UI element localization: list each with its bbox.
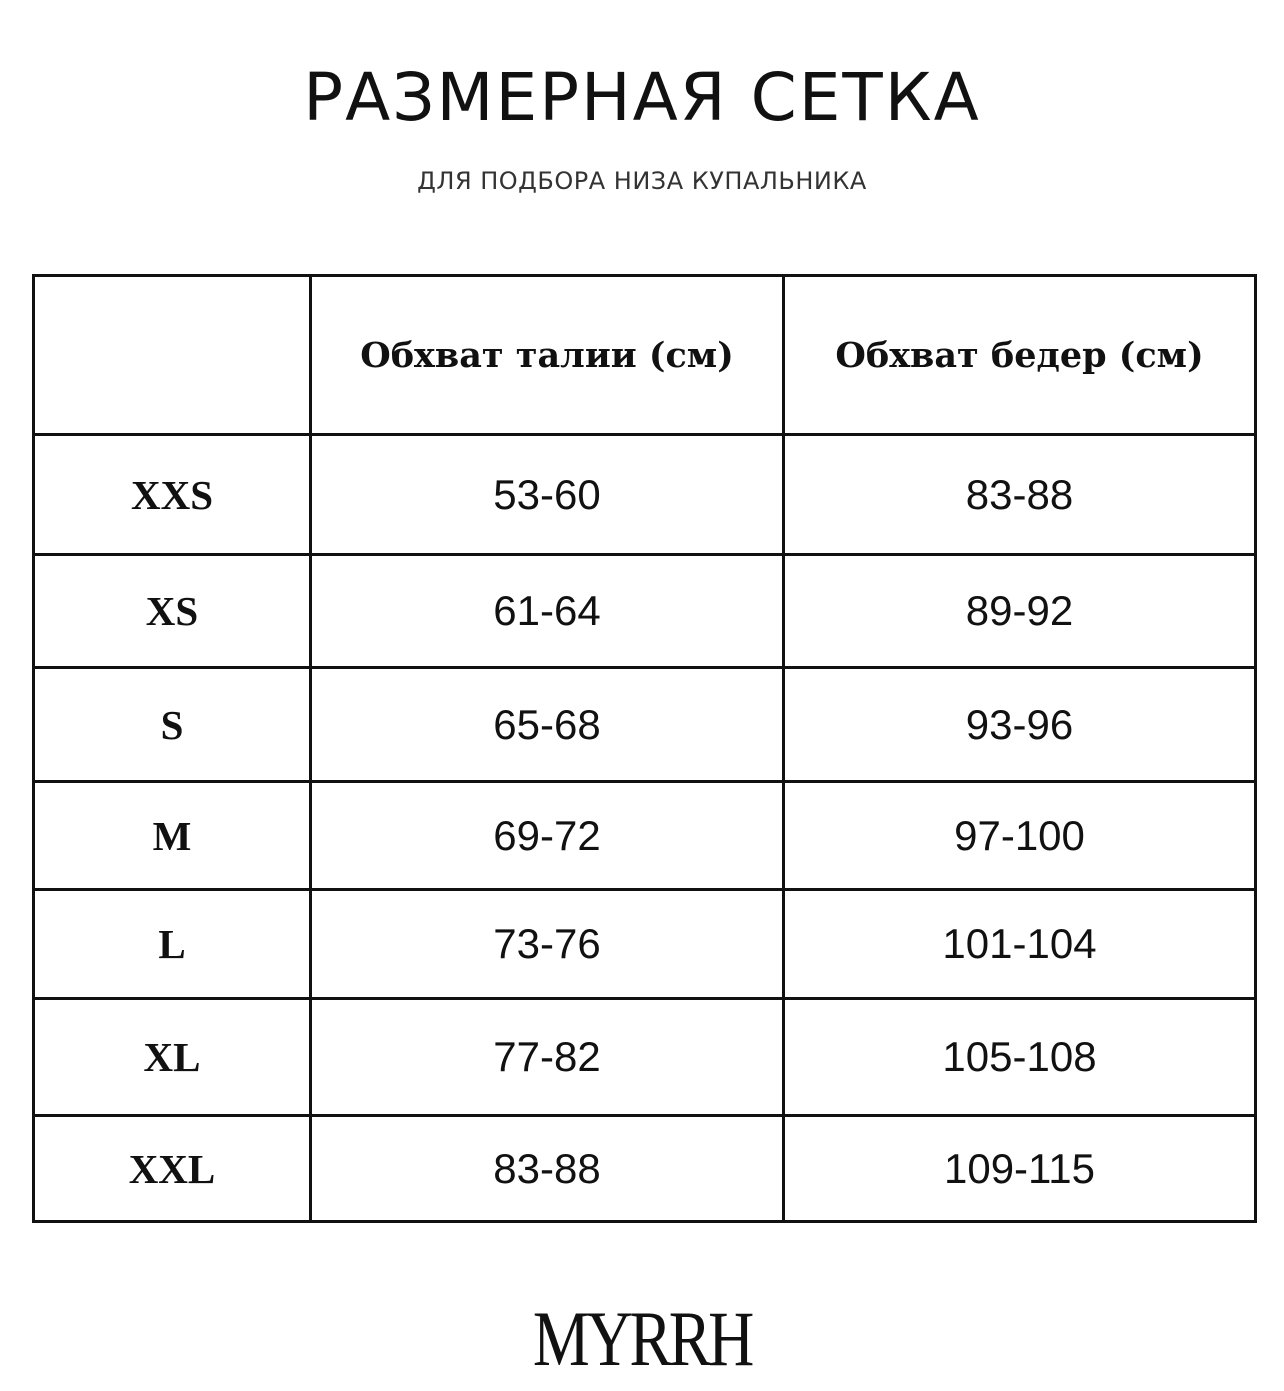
hip-value: 89-92 <box>784 555 1256 668</box>
waist-value: 73-76 <box>311 890 784 999</box>
hip-value: 109-115 <box>784 1116 1256 1222</box>
table-row <box>34 1116 1256 1222</box>
table-header-row <box>34 276 1256 435</box>
hip-value: 93-96 <box>784 668 1256 782</box>
header-waist: Обхват талии (см) <box>311 276 784 435</box>
hip-value: 83-88 <box>784 435 1256 555</box>
table-row <box>34 782 1256 890</box>
size-chart-table <box>32 274 1257 1223</box>
size-label: M <box>34 782 311 890</box>
table-row <box>34 555 1256 668</box>
page-title: РАЗМЕРНАЯ СЕТКА <box>303 59 981 136</box>
size-label: L <box>34 890 311 999</box>
waist-value: 65-68 <box>311 668 784 782</box>
table-row <box>34 999 1256 1116</box>
hip-value: 105-108 <box>784 999 1256 1116</box>
hip-value: 101-104 <box>784 890 1256 999</box>
waist-value: 83-88 <box>311 1116 784 1222</box>
header-size <box>34 276 311 435</box>
size-label: XL <box>34 999 311 1116</box>
size-label: S <box>34 668 311 782</box>
waist-value: 77-82 <box>311 999 784 1116</box>
brand-logo: MYRRH <box>532 1295 752 1382</box>
waist-value: 69-72 <box>311 782 784 890</box>
table-row <box>34 435 1256 555</box>
size-label: XXS <box>34 435 311 555</box>
waist-value: 61-64 <box>311 555 784 668</box>
waist-value: 53-60 <box>311 435 784 555</box>
table-row <box>34 668 1256 782</box>
size-label: XXL <box>34 1116 311 1222</box>
header-hip: Обхват бедер (см) <box>784 276 1256 435</box>
table-row <box>34 890 1256 999</box>
size-label: XS <box>34 555 311 668</box>
page-subtitle: ДЛЯ ПОДБОРА НИЗА КУПАЛЬНИКА <box>417 167 867 195</box>
hip-value: 97-100 <box>784 782 1256 890</box>
